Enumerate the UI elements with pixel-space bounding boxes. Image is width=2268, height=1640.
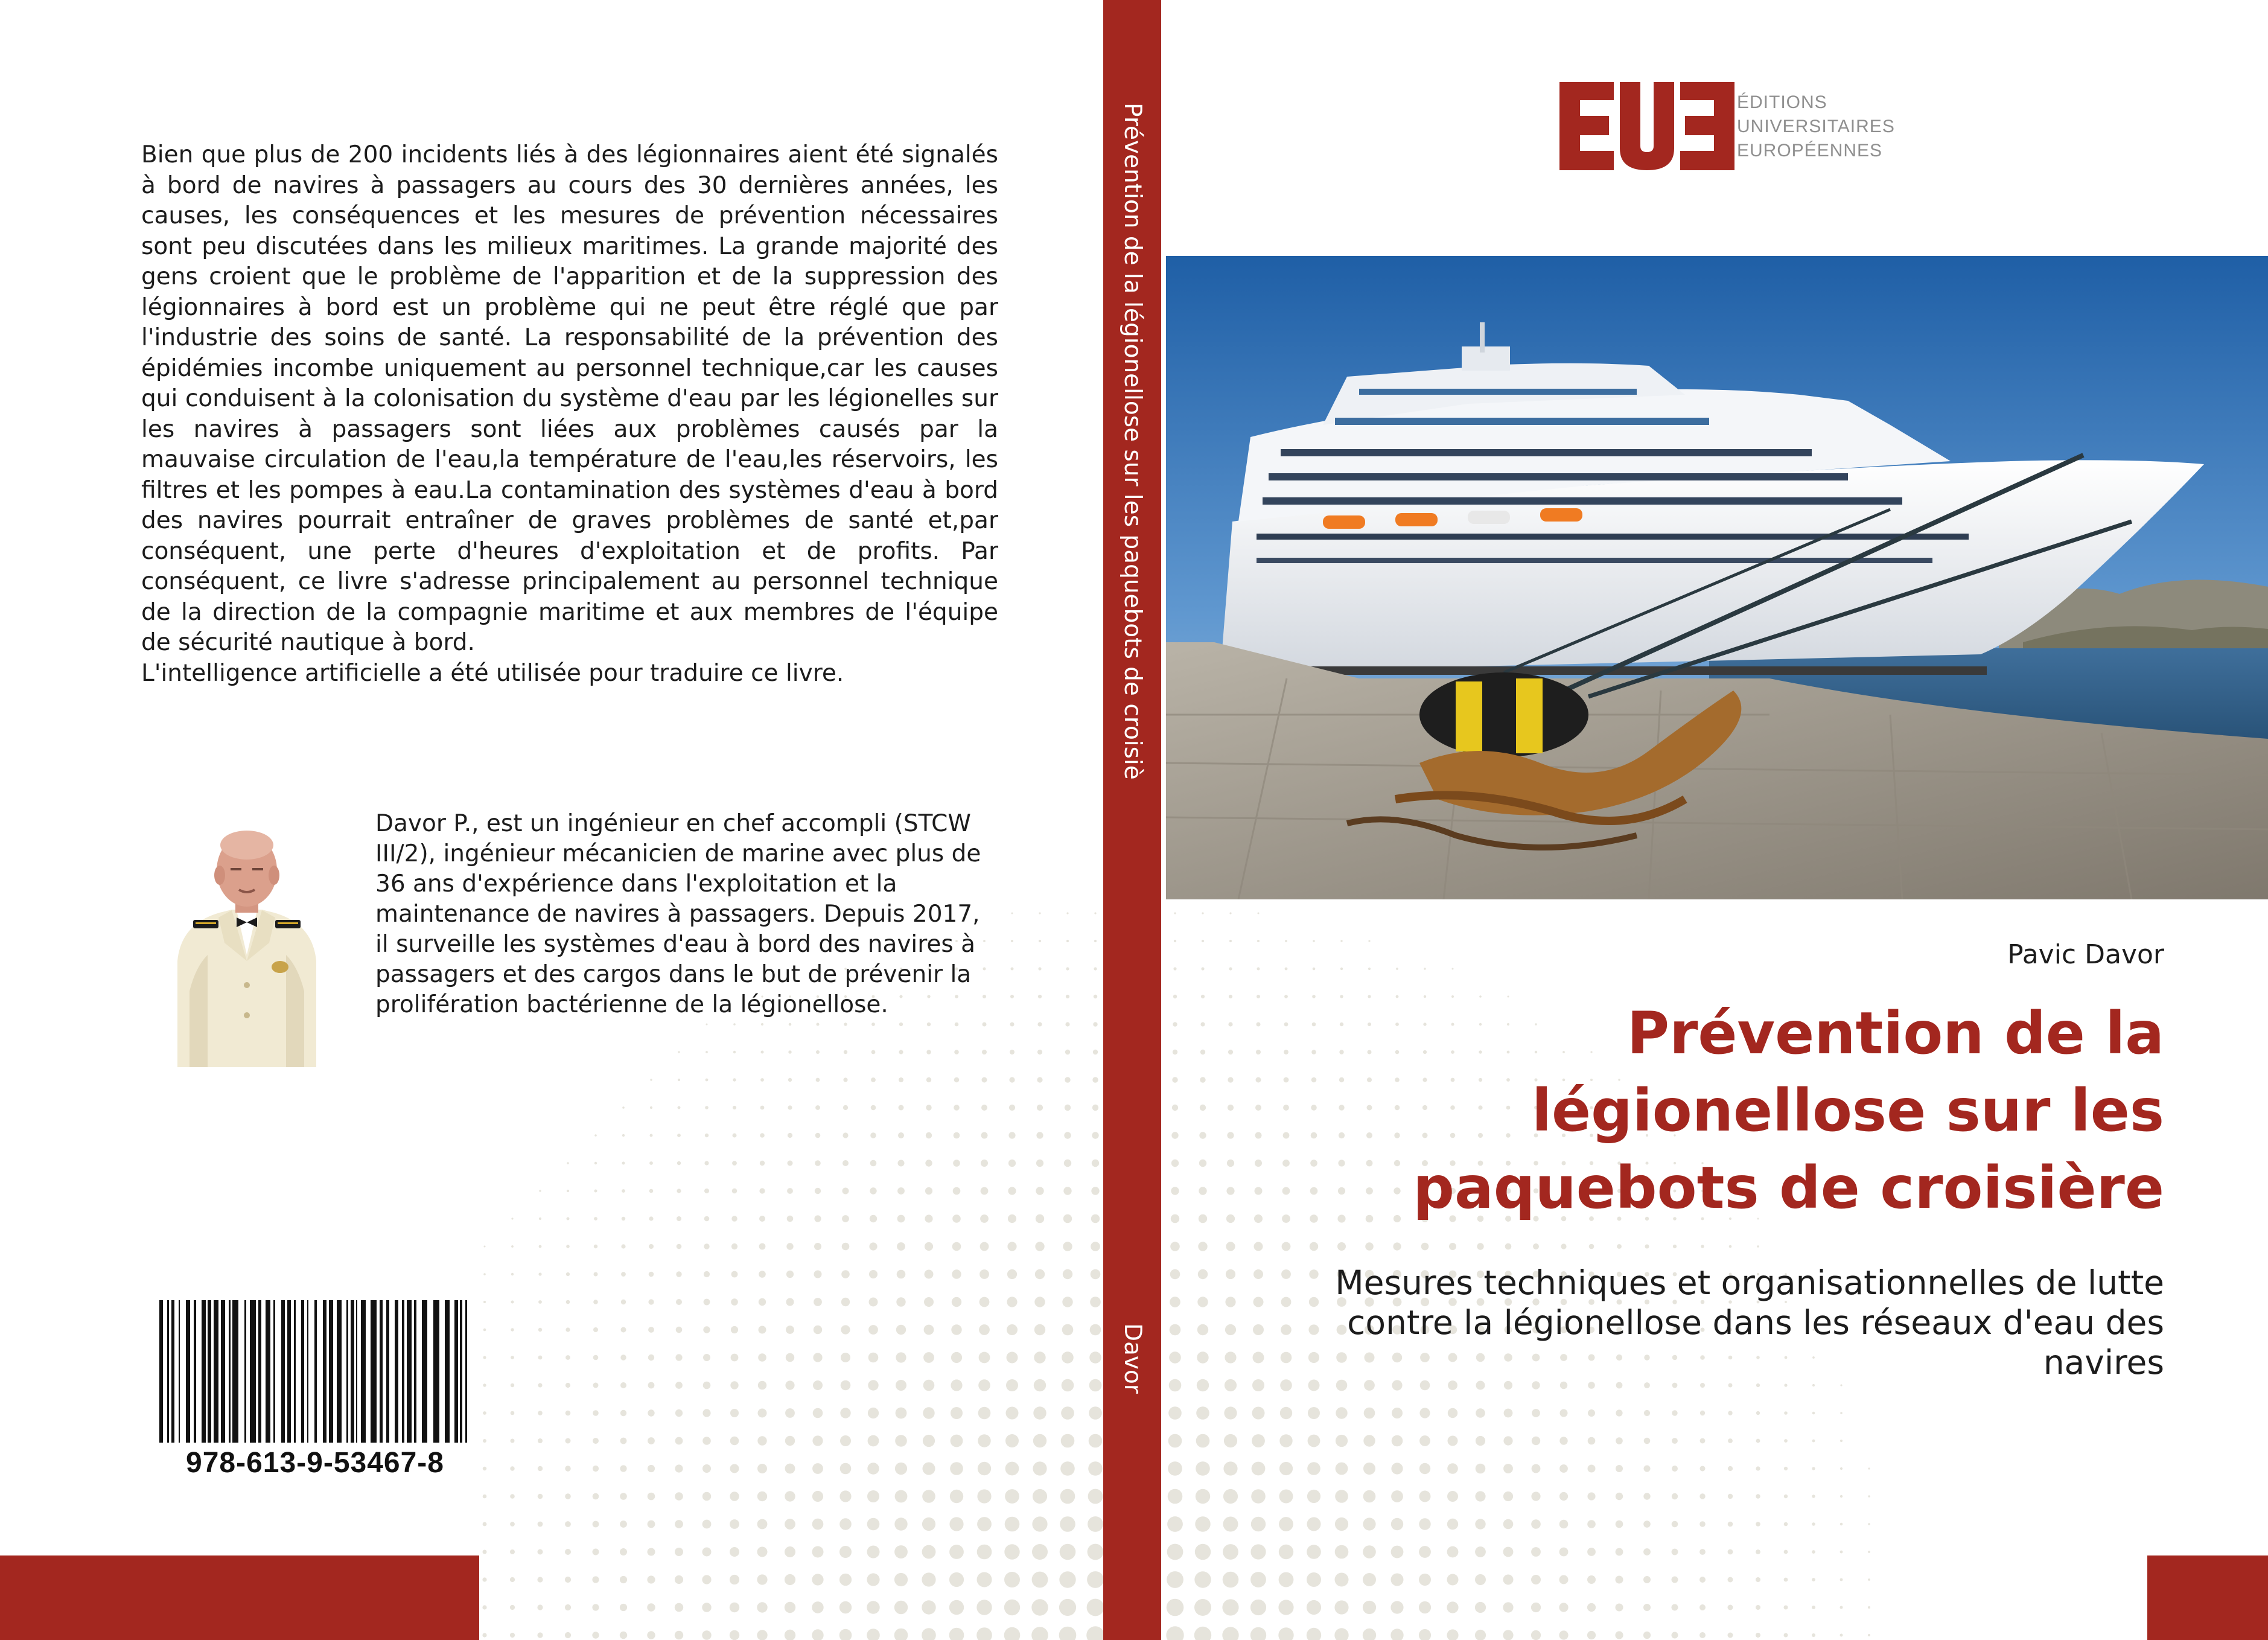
- front-subtitle: Mesures techniques et organisationnelles de lutte contre la légionellose dans les réseaux d'eau des navires: [1335, 1263, 2164, 1382]
- spine-title: Prévention de la légionellose sur les paquebots de croisiè: [1119, 103, 1146, 780]
- author-biography: Davor P., est un ingénieur en chef accompli (STCW III/2), ingénieur mécanicien de marine avec plus de 36 ans d'expérience dans l'exploitation et la maintenance de navires à passagers. Depuis 2017, il surveille les systèmes d'eau à bord des navires à passagers et des cargos dans le but de prévenir la prolifération bactérienne de la légionellose.: [375, 810, 981, 1018]
- publisher-logo-icon: [1559, 82, 1734, 170]
- back-cover: [0, 0, 1103, 1640]
- blurb-paragraph: Bien que plus de 200 incidents liés à des légionnaires aient été signalés à bord de navires à passagers au cours des 30 dernières années, les causes, les conséquences et les mesures de prévention nécessaires sont peu discutées dans les milieux maritimes. La grande majorité des gens croient que le problème de l'apparition et de la suppression des légionnaires à bord est un problème qui ne peut être réglé que par l'industrie des soins de santé. La responsabilité de la prévention des épidémies incombe uniquement au personnel technique,car les causes qui conduisent à la colonisation du système d'eau par les légionelles sur les navires à passagers sont liées aux problèmes causés par la mauvaise circulation de l'eau,la température de l'eau,les réservoirs, les filtres et les pompes à eau.La contamination des systèmes d'eau à bord des navires pourrait entraîner de graves problèmes de santé et,par conséquent, une perte d'heures d'exploitation et de profits. Par conséquent, ce livre s'adresse principalement au personnel technique de la direction de la compagnie maritime et aux membres de l'équipe de sécurité nautique à bord.: [141, 141, 998, 656]
- back-bottom-band: [0, 1555, 479, 1640]
- author-photo: [153, 810, 340, 1067]
- isbn-number: 978-613-9-53467-8: [186, 1447, 444, 1479]
- barcode: [152, 1297, 478, 1496]
- cover-photo-cruise-ship: [1166, 256, 2268, 899]
- spine: [1103, 0, 1161, 1640]
- barcode-bars: [157, 1300, 473, 1443]
- publisher-line: EUROPÉENNES: [1737, 141, 1883, 161]
- front-title: Prévention de la légionellose sur les paquebots de croisière: [1413, 1000, 2164, 1222]
- publisher-line: ÉDITIONS: [1737, 92, 1827, 112]
- publisher-line: UNIVERSITAIRES: [1737, 116, 1895, 136]
- back-cover-blurb: [141, 140, 998, 689]
- front-cover: [1161, 0, 2268, 1640]
- spine-author: Davor: [1119, 1323, 1146, 1394]
- front-bottom-band: [2147, 1555, 2268, 1640]
- blurb-translation-note: L'intelligence artificielle a été utilisée pour traduire ce livre.: [141, 659, 844, 687]
- publisher-name: [1737, 91, 1895, 163]
- front-author-name: Pavic Davor: [2007, 939, 2164, 970]
